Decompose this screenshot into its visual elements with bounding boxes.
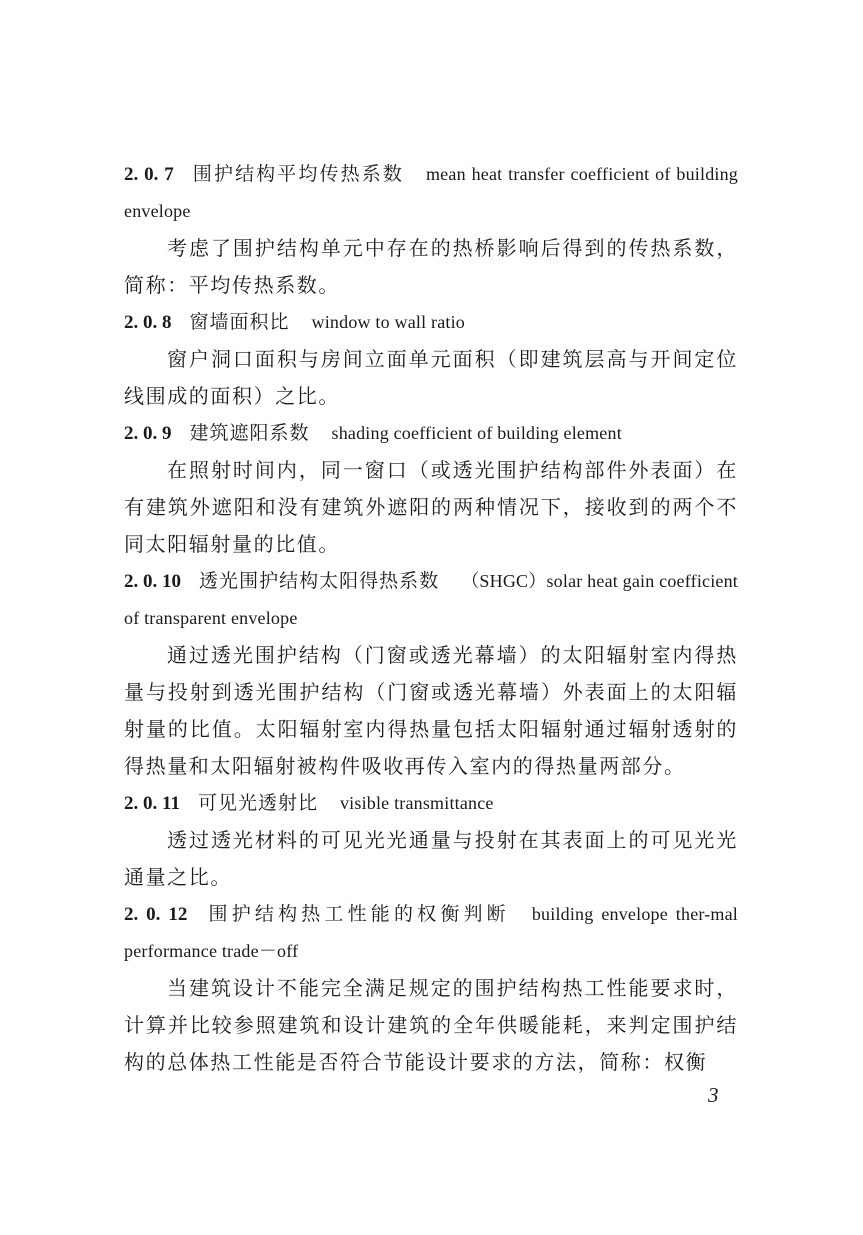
- document-page: [124, 156, 738, 1081]
- entry-2-0-9: [124, 415, 738, 563]
- entry-2-0-7: [124, 156, 738, 304]
- term-chinese: 窗墙面积比: [189, 311, 290, 333]
- term-heading: [124, 896, 738, 970]
- term-definition: 考虑了围护结构单元中存在的热桥影响后得到的传热系数，简称：平均传热系数。: [124, 236, 738, 297]
- term-chinese: 围护结构热工性能的权衡判断: [205, 903, 510, 925]
- entry-2-0-11: [124, 785, 738, 896]
- term-heading: [124, 156, 738, 230]
- clause-number: 2. 0. 10: [124, 571, 182, 592]
- clause-number: 2. 0. 11: [124, 793, 180, 814]
- term-definition: 透过透光材料的可见光光通量与投射在其表面上的可见光光通量之比。: [124, 828, 738, 889]
- term-definition: 在照射时间内，同一窗口（或透光围护结构部件外表面）在有建筑外遮阳和没有建筑外遮阳的两种情况下，接收到的两个不同太阳辐射量的比值。: [124, 458, 738, 556]
- entry-2-0-10: [124, 563, 738, 785]
- term-chinese: 围护结构平均传热系数: [191, 163, 404, 185]
- term-english: window to wall ratio: [311, 312, 465, 332]
- page-number: 3: [708, 1083, 719, 1107]
- term-heading: [124, 304, 738, 341]
- term-english: mean heat transfer coefficient of building envelope: [124, 164, 738, 221]
- term-chinese: 透光围护结构太阳得热系数: [199, 570, 440, 592]
- term-chinese: 建筑遮阳系数: [189, 422, 310, 444]
- clause-number: 2. 0. 8: [124, 312, 172, 333]
- term-english: visible transmittance: [339, 793, 494, 813]
- term-heading: [124, 785, 738, 822]
- term-english: （SHGC）solar heat gain coefficient of transparent envelope: [124, 571, 738, 628]
- term-heading: [124, 563, 738, 637]
- clause-number: 2. 0. 9: [124, 423, 172, 444]
- clause-number: 2. 0. 12: [124, 904, 188, 925]
- term-definition: 当建筑设计不能完全满足规定的围护结构热工性能要求时，计算并比较参照建筑和设计建筑的全年供暖能耗，来判定围护结构的总体热工性能是否符合节能设计要求的方法，简称：权衡: [124, 976, 738, 1074]
- term-chinese: 可见光透射比: [197, 792, 318, 814]
- term-english: building envelope ther-mal performance trade－off: [124, 904, 738, 961]
- term-definition: 窗户洞口面积与房间立面单元面积（即建筑层高与开间定位线围成的面积）之比。: [124, 347, 738, 408]
- term-heading: [124, 415, 738, 452]
- term-english: shading coefficient of building element: [331, 423, 622, 443]
- entry-2-0-8: [124, 304, 738, 415]
- clause-number: 2. 0. 7: [124, 164, 174, 185]
- term-definition: 通过透光围护结构（门窗或透光幕墙）的太阳辐射室内得热量与投射到透光围护结构（门窗或透光幕墙）外表面上的太阳辐射量的比值。太阳辐射室内得热量包括太阳辐射通过辐射透射的得热量和太阳辐射被构件吸收再传入室内的得热量两部分。: [124, 643, 738, 778]
- entry-2-0-12: [124, 896, 738, 1081]
